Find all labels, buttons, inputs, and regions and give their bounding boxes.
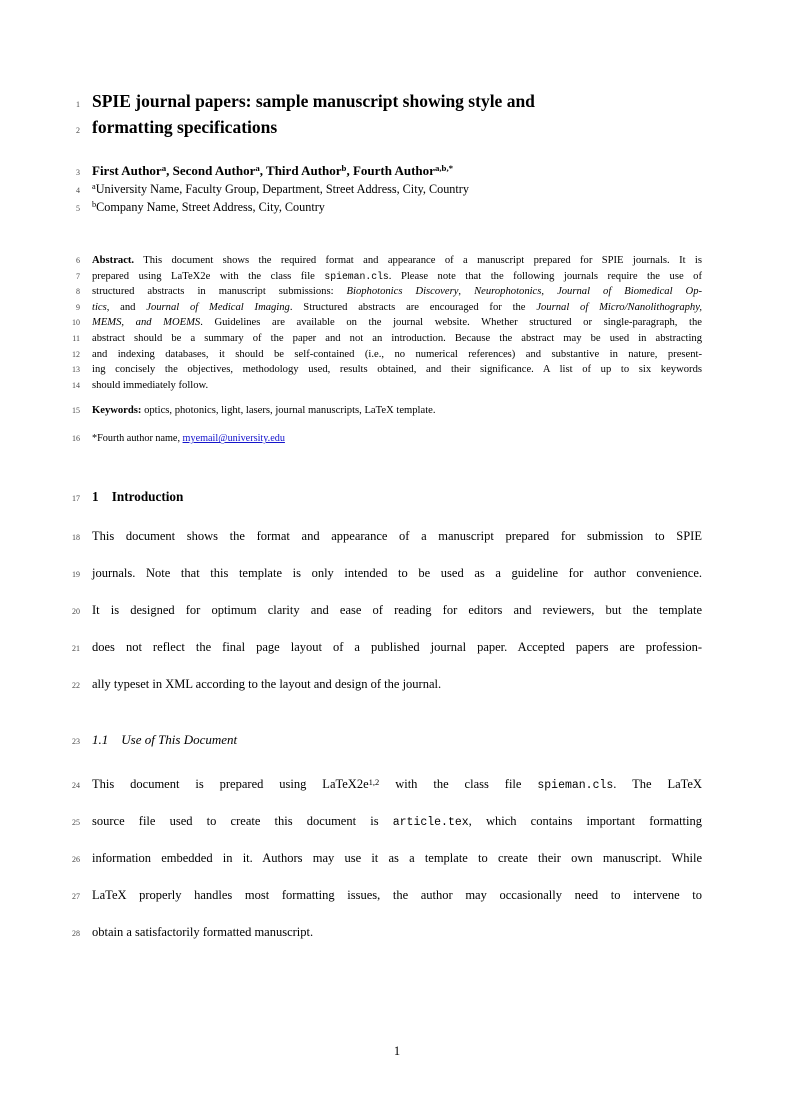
line-number: 22 xyxy=(72,681,80,691)
text-segment: information embedded in it. Authors may use it as a template to create their own manuscript. While xyxy=(92,851,702,866)
text-segment: . Please note that the following journals require the use of xyxy=(388,270,702,282)
line-number: 13 xyxy=(72,365,80,375)
text-segment: Company Name, Street Address, City, Country xyxy=(96,200,325,214)
line-number: 23 xyxy=(72,737,80,747)
text-segment-sup: b xyxy=(92,200,97,210)
text-segment: This document shows the required format and appearance of a manuscript prepared for SPIE journals. It is xyxy=(134,255,702,266)
line-number: 10 xyxy=(72,318,80,328)
text-segment: ally typeset in XML according to the layout and design of the journal. xyxy=(92,677,442,692)
text-segment: journals. Note that this template is only intended to be used as a guideline for author convenience. xyxy=(92,566,702,581)
page-number: 1 xyxy=(393,1044,401,1058)
block-keywords xyxy=(0,403,794,418)
line-text xyxy=(92,253,702,269)
line-text xyxy=(92,362,702,378)
manuscript-line xyxy=(0,528,794,565)
text-segment: LaTeX properly handles most formatting issues, the author may occasionally need to intervene to xyxy=(92,888,702,903)
text-segment-m: spieman.cls xyxy=(324,270,389,282)
manuscript-line xyxy=(0,378,794,394)
text-segment: This document shows the format and appearance of a manuscript prepared for submission to SPIE xyxy=(92,529,702,544)
text-segment-m: spieman.cls xyxy=(537,779,614,793)
text-segment-i: Journal of Medical Imaging xyxy=(146,301,290,313)
text-segment-i: Neurophotonics xyxy=(474,286,542,298)
text-segment-i: MEMS, and MOEMS xyxy=(92,317,201,329)
line-text xyxy=(92,347,702,363)
text-segment: and indexing databases, it should be self-contained (i.e., no numerical references) and substantive in nature, present- xyxy=(92,348,702,360)
line-text xyxy=(92,88,702,114)
block-footnote xyxy=(0,431,794,446)
text-segment-b: Keywords: xyxy=(92,405,142,417)
block-section1 xyxy=(0,488,794,506)
line-number: 9 xyxy=(76,302,80,312)
text-segment: formatting specifications xyxy=(92,117,278,137)
text-segment: optics, photonics, light, lasers, journal manuscripts, LaTeX template. xyxy=(141,405,436,417)
line-text xyxy=(92,528,702,545)
line-number: 11 xyxy=(72,333,80,343)
line-number: 19 xyxy=(72,570,80,580)
manuscript-line xyxy=(0,300,794,316)
manuscript-line xyxy=(0,362,794,378)
manuscript-line xyxy=(0,114,794,140)
line-text xyxy=(92,114,702,140)
manuscript-line xyxy=(0,403,794,418)
line-text xyxy=(92,731,702,749)
line-text xyxy=(92,403,702,418)
line-text xyxy=(92,887,702,904)
line-number: 26 xyxy=(72,855,80,865)
text-segment: obtain a satisfactorily formatted manuscript. xyxy=(92,925,314,940)
text-segment-b: First Author xyxy=(92,163,162,178)
manuscript-line xyxy=(0,162,794,181)
text-segment-b: 1 Introduction xyxy=(92,489,184,505)
line-number: 17 xyxy=(72,494,80,504)
text-segment: , which contains important formatting xyxy=(468,814,702,829)
line-text xyxy=(92,315,702,331)
text-segment-i: 1.1 Use of This Document xyxy=(92,732,238,748)
text-segment: with the class file xyxy=(379,777,538,792)
text-segment-i: Journal of Micro/Nanolithography, xyxy=(536,301,702,313)
text-segment-i: tics xyxy=(92,301,107,313)
text-segment-bsup: b xyxy=(341,163,347,174)
block-abstract xyxy=(0,253,794,393)
line-number: 4 xyxy=(76,186,80,195)
line-number: 7 xyxy=(76,271,80,281)
text-segment: . Structured abstracts are encouraged for the xyxy=(289,301,537,313)
text-segment: should immediately follow. xyxy=(92,379,209,391)
text-segment: , xyxy=(458,286,475,298)
line-number: 21 xyxy=(72,644,80,654)
email-link[interactable]: myemail@university.edu xyxy=(182,433,285,445)
text-segment: structured abstracts in manuscript submissions: xyxy=(92,286,347,298)
manuscript-line xyxy=(0,676,794,713)
text-segment: prepared using LaTeX2e with the class file xyxy=(92,270,325,282)
manuscript-line xyxy=(0,88,794,114)
line-text xyxy=(92,676,702,693)
manuscript-line xyxy=(0,887,794,924)
text-segment-sup: 1,2 xyxy=(368,776,380,787)
line-number: 18 xyxy=(72,533,80,543)
block-para2 xyxy=(0,776,794,961)
line-number: 27 xyxy=(72,892,80,902)
line-text xyxy=(92,331,702,347)
text-segment-b: , Third Author xyxy=(259,163,342,178)
text-segment: SPIE journal papers: sample manuscript showing style and xyxy=(92,91,535,111)
manuscript-line xyxy=(0,565,794,602)
text-segment: . The LaTeX xyxy=(613,777,703,792)
text-segment: *Fourth author name, xyxy=(92,433,183,445)
line-number: 20 xyxy=(72,607,80,617)
line-number: 2 xyxy=(76,126,80,135)
manuscript-line xyxy=(0,602,794,639)
line-text xyxy=(92,269,702,285)
manuscript-line xyxy=(0,269,794,285)
line-number: 14 xyxy=(72,380,80,390)
text-segment-b: , Fourth Author xyxy=(346,163,435,178)
manuscript-line xyxy=(0,813,794,850)
text-segment-i: Biophotonics Discovery xyxy=(346,286,459,298)
line-number: 12 xyxy=(72,349,80,359)
manuscript-line xyxy=(0,850,794,887)
line-number: 8 xyxy=(76,287,80,297)
line-text xyxy=(92,850,702,867)
text-segment-bsup: a xyxy=(255,163,260,174)
line-number: 25 xyxy=(72,818,80,828)
block-authors xyxy=(0,162,794,217)
text-segment: abstract should be a summary of the paper and not an introduction. Because the abstract may be used in abstracting xyxy=(92,332,702,344)
line-number: 6 xyxy=(76,256,80,265)
manuscript-body xyxy=(0,88,794,961)
line-text xyxy=(92,602,702,619)
text-segment-b: Abstract. xyxy=(92,255,135,266)
line-text xyxy=(92,378,702,394)
manuscript-line xyxy=(0,347,794,363)
text-segment-m: article.tex xyxy=(392,816,469,830)
line-text xyxy=(92,639,702,656)
manuscript-line xyxy=(0,315,794,331)
text-segment-b: , Second Author xyxy=(166,163,256,178)
line-text xyxy=(92,162,702,181)
line-text xyxy=(92,181,702,199)
text-segment: . Guidelines are available on the journal website. Whether structured or single-paragraph, the xyxy=(200,317,702,329)
text-segment-bsup: a xyxy=(161,163,167,174)
text-segment-bsup: a,b,* xyxy=(434,163,454,174)
manuscript-line xyxy=(0,253,794,269)
manuscript-line xyxy=(0,924,794,961)
manuscript-line xyxy=(0,199,794,217)
text-segment-sup: a xyxy=(92,182,96,192)
line-text xyxy=(92,776,702,794)
line-number: 28 xyxy=(72,929,80,939)
text-segment: ing concisely the objectives, methodology used, results obtained, and their significance. A list of up to six keywords xyxy=(92,364,702,376)
line-text xyxy=(92,924,702,941)
manuscript-line xyxy=(0,488,794,506)
line-text xyxy=(92,284,702,300)
manuscript-line xyxy=(0,284,794,300)
text-segment: , and xyxy=(106,301,147,313)
manuscript-line xyxy=(0,431,794,446)
text-segment: It is designed for optimum clarity and ease of reading for editors and reviewers, but the template xyxy=(92,603,702,618)
block-para1 xyxy=(0,528,794,713)
manuscript-line xyxy=(0,181,794,199)
line-text xyxy=(92,488,702,506)
block-subsection11 xyxy=(0,731,794,749)
text-segment: This document is prepared using LaTeX2e xyxy=(92,777,369,792)
line-number: 16 xyxy=(72,434,80,444)
block-title xyxy=(0,88,794,140)
line-number: 15 xyxy=(72,406,80,416)
line-number: 1 xyxy=(76,100,80,109)
manuscript-line xyxy=(0,639,794,676)
text-segment: does not reflect the final page layout of a published journal paper. Accepted papers are profession- xyxy=(92,640,702,655)
text-segment: , xyxy=(541,286,558,298)
text-segment-i: Journal of Biomedical Op- xyxy=(557,286,703,298)
text-segment: source file used to create this document is xyxy=(92,814,393,829)
line-number: 5 xyxy=(76,204,80,213)
manuscript-page xyxy=(0,88,794,1116)
manuscript-line xyxy=(0,731,794,749)
line-text xyxy=(92,431,702,446)
manuscript-line xyxy=(0,776,794,813)
line-number: 3 xyxy=(76,168,80,177)
line-number: 24 xyxy=(72,781,80,791)
line-text xyxy=(92,199,702,217)
line-text xyxy=(92,300,702,316)
line-text xyxy=(92,813,702,831)
text-segment: University Name, Faculty Group, Department, Street Address, City, Country xyxy=(95,182,469,196)
manuscript-line xyxy=(0,331,794,347)
line-text xyxy=(92,565,702,582)
